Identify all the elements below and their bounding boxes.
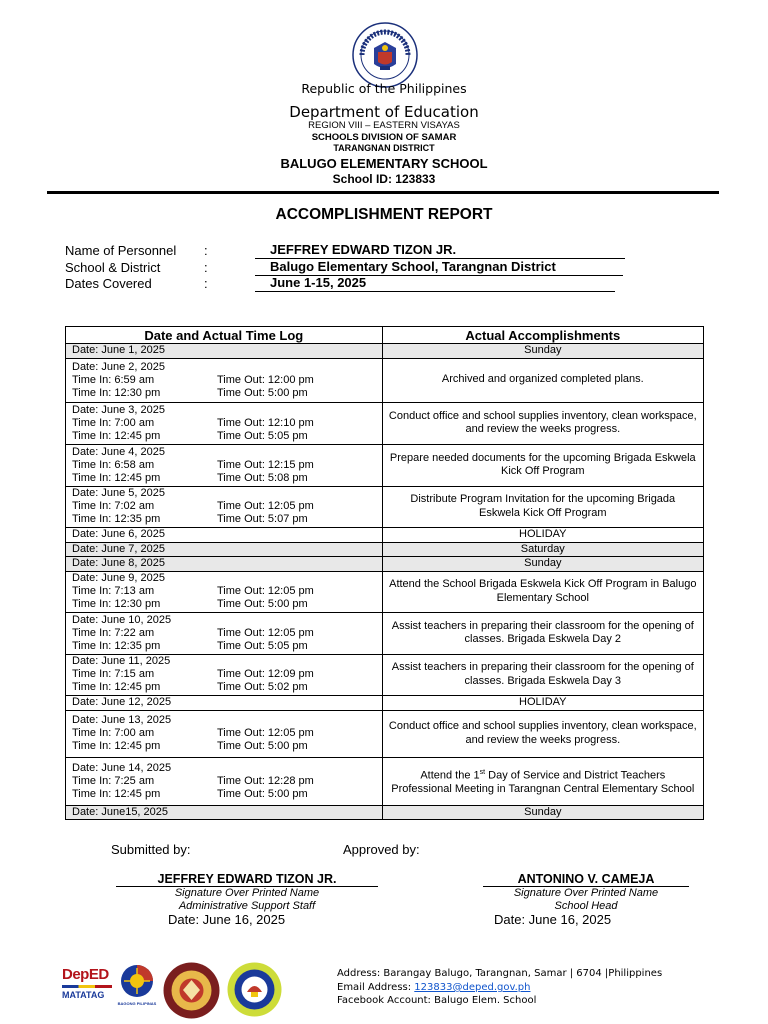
row-accomplishment: Conduct office and school supplies inventory, clean workspace, and review the weeks progress. xyxy=(382,402,703,444)
info-colon: : xyxy=(204,260,208,275)
row-accomplishment: Prepare needed documents for the upcoming Brigada Eskwela Kick Off Program xyxy=(382,444,703,486)
time-in-pm: Time In: 12:35 pm xyxy=(72,513,161,525)
column-header-accomplishments: Actual Accomplishments xyxy=(382,327,703,344)
time-in-pm: Time In: 12:45 pm xyxy=(72,787,161,800)
row-accomplishment: Assist teachers in preparing their classroom for the opening of classes. Brigada Eskwela Day 3 xyxy=(382,654,703,695)
table-row xyxy=(66,805,704,820)
table-row xyxy=(66,344,704,359)
time-out-am: Time Out: 12:00 pm xyxy=(217,373,314,386)
row-accomplishment: Distribute Program Invitation for the upcoming Brigada Eskwela Kick Off Program xyxy=(382,486,703,527)
time-out-pm: Time Out: 5:05 pm xyxy=(217,639,308,652)
submitted-caption: Signature Over Printed Name xyxy=(174,887,320,899)
row-accomplishment: Sunday xyxy=(382,557,703,572)
row-accomplishment: HOLIDAY xyxy=(382,695,703,710)
submitted-name: JEFFREY EDWARD TIZON JR. xyxy=(116,872,378,887)
submitted-date: Date: June 16, 2025 xyxy=(168,912,286,927)
row-date: Date: June 4, 2025 xyxy=(72,445,165,458)
deped-seal-icon xyxy=(352,22,418,88)
bagong-pilipinas-text: BAGONG PILIPINAS xyxy=(117,1001,157,1006)
time-in-pm: Time In: 12:45 pm xyxy=(72,740,161,752)
time-in-am: Time In: 7:13 am xyxy=(72,585,155,597)
accomplishment-prefix: Attend the 1 xyxy=(420,769,480,782)
table-row xyxy=(66,402,704,444)
table-row xyxy=(66,527,704,542)
email-link[interactable]: 123833@deped.gov.ph xyxy=(414,982,531,993)
time-out-am: Time Out: 12:09 pm xyxy=(217,668,314,680)
time-out-am: Time Out: 12:10 pm xyxy=(217,416,314,429)
footer-facebook: Facebook Account: Balugo Elem. School xyxy=(337,995,537,1006)
district-line: TARANGNAN DISTRICT xyxy=(333,143,435,153)
time-out-pm: Time Out: 5:07 pm xyxy=(217,513,308,525)
school-name: BALUGO ELEMENTARY SCHOOL xyxy=(280,156,488,171)
row-accomplishment: Saturday xyxy=(382,542,703,557)
row-date: Date: June 12, 2025 xyxy=(66,695,383,710)
submitted-position: Administrative Support Staff xyxy=(178,900,316,912)
time-in-pm: Time In: 12:30 pm xyxy=(72,598,161,610)
approved-name: ANTONINO V. CAMEJA xyxy=(483,872,689,887)
time-in-am: Time In: 7:15 am xyxy=(72,668,155,680)
division-seal-icon xyxy=(163,962,220,1019)
time-out-am: Time Out: 12:05 pm xyxy=(217,626,314,639)
accomplishment-rest: Day of Service and District Teachers Professional Meeting in Tarangnan Central Elementary School xyxy=(391,769,695,795)
row-date: Date: June 1, 2025 xyxy=(66,344,383,359)
row-time-log xyxy=(66,444,383,486)
bagong-pilipinas-logo-icon xyxy=(116,963,158,1001)
time-out-am: Time Out: 12:05 pm xyxy=(217,727,314,739)
table-row xyxy=(66,358,704,402)
table-row xyxy=(66,444,704,486)
time-in-pm: Time In: 12:45 pm xyxy=(72,429,161,442)
matatag-text: MATATAG xyxy=(62,990,105,1000)
school-seal-icon xyxy=(227,962,282,1017)
approved-caption: Signature Over Printed Name xyxy=(513,887,659,899)
time-in-am: Time In: 6:59 am xyxy=(72,373,155,386)
table-header-row xyxy=(66,327,704,344)
table-row xyxy=(66,757,704,805)
time-in-pm: Time In: 12:35 pm xyxy=(72,639,161,652)
time-out-pm: Time Out: 5:00 pm xyxy=(217,386,308,399)
time-in-am: Time In: 7:22 am xyxy=(72,626,155,639)
info-colon: : xyxy=(204,276,208,291)
row-date: Date: June15, 2025 xyxy=(66,805,383,820)
time-out-am: Time Out: 12:28 pm xyxy=(217,774,314,787)
approved-position: School Head xyxy=(554,900,618,912)
info-label-name: Name of Personnel xyxy=(65,243,177,258)
deped-logo-text: DepED xyxy=(62,966,109,983)
info-label-dates: Dates Covered xyxy=(65,276,152,291)
time-in-am: Time In: 7:00 am xyxy=(72,727,155,739)
report-title: ACCOMPLISHMENT REPORT xyxy=(275,206,493,223)
info-value-name: JEFFREY EDWARD TIZON JR. xyxy=(255,242,625,259)
row-date: Date: June 7, 2025 xyxy=(66,542,383,557)
time-out-pm: Time Out: 5:05 pm xyxy=(217,429,308,442)
table-row xyxy=(66,612,704,654)
deped-matatag-logo xyxy=(62,967,112,1009)
row-accomplishment: Assist teachers in preparing their classroom for the opening of classes. Brigada Eskwela Day 2 xyxy=(382,612,703,654)
row-accomplishment xyxy=(382,757,703,805)
info-value-school: Balugo Elementary School, Tarangnan District xyxy=(255,259,623,276)
time-out-am: Time Out: 12:05 pm xyxy=(217,500,314,512)
republic-line: Republic of the Philippines xyxy=(301,81,467,96)
row-date: Date: June 11, 2025 xyxy=(72,655,171,667)
row-time-log xyxy=(66,358,383,402)
row-accomplishment: HOLIDAY xyxy=(382,527,703,542)
row-date: Date: June 13, 2025 xyxy=(72,714,172,726)
column-header-date: Date and Actual Time Log xyxy=(66,327,383,344)
table-row xyxy=(66,486,704,527)
time-in-pm: Time In: 12:45 pm xyxy=(72,681,161,693)
approved-date: Date: June 16, 2025 xyxy=(494,912,612,927)
table-row xyxy=(66,571,704,612)
row-time-log xyxy=(66,654,383,695)
row-time-log xyxy=(66,710,383,757)
time-in-am: Time In: 7:25 am xyxy=(72,774,155,787)
row-accomplishment: Archived and organized completed plans. xyxy=(382,358,703,402)
table-row xyxy=(66,654,704,695)
row-accomplishment: Sunday xyxy=(382,805,703,820)
time-out-am: Time Out: 12:15 pm xyxy=(217,458,314,471)
time-in-am: Time In: 6:58 am xyxy=(72,458,155,471)
table-row xyxy=(66,557,704,572)
region-line: REGION VIII – EASTERN VISAYAS xyxy=(308,120,460,131)
row-time-log xyxy=(66,612,383,654)
time-out-pm: Time Out: 5:02 pm xyxy=(217,681,308,693)
row-date: Date: June 10, 2025 xyxy=(72,613,172,626)
row-date: Date: June 14, 2025 xyxy=(72,761,172,774)
department-name: Department of Education xyxy=(289,103,479,121)
table-row xyxy=(66,710,704,757)
time-out-pm: Time Out: 5:00 pm xyxy=(217,740,308,752)
header-divider xyxy=(47,191,719,194)
row-date: Date: June 9, 2025 xyxy=(72,572,165,584)
time-in-am: Time In: 7:00 am xyxy=(72,416,155,429)
row-time-log xyxy=(66,757,383,805)
time-out-pm: Time Out: 5:00 pm xyxy=(217,787,308,800)
row-time-log xyxy=(66,486,383,527)
time-out-pm: Time Out: 5:08 pm xyxy=(217,471,308,484)
division-line: SCHOOLS DIVISION OF SAMAR xyxy=(311,132,457,143)
footer-address: Address: Barangay Balugo, Tarangnan, Samar | 6704 |Philippines xyxy=(337,968,663,979)
info-colon: : xyxy=(204,243,208,258)
row-accomplishment: Conduct office and school supplies inventory, clean workspace, and review the weeks progress. xyxy=(382,710,703,757)
row-date: Date: June 8, 2025 xyxy=(66,557,383,572)
table-row xyxy=(66,695,704,710)
row-date: Date: June 3, 2025 xyxy=(72,403,165,416)
time-in-pm: Time In: 12:45 pm xyxy=(72,471,161,484)
row-accomplishment: Sunday xyxy=(382,344,703,359)
info-value-dates: June 1-15, 2025 xyxy=(255,275,615,292)
footer-email-line xyxy=(337,982,530,993)
time-out-am: Time Out: 12:05 pm xyxy=(217,585,314,597)
school-id: School ID: 123833 xyxy=(332,172,436,186)
row-date: Date: June 6, 2025 xyxy=(66,527,383,542)
row-accomplishment: Attend the School Brigada Eskwela Kick Off Program in Balugo Elementary School xyxy=(382,571,703,612)
email-label: Email Address: xyxy=(337,982,415,993)
submitted-by-label: Submitted by: xyxy=(111,842,191,857)
deped-stripe xyxy=(62,985,112,988)
info-label-school: School & District xyxy=(65,260,161,275)
table-row xyxy=(66,542,704,557)
time-out-pm: Time Out: 5:00 pm xyxy=(217,598,308,610)
row-time-log xyxy=(66,402,383,444)
row-date: Date: June 2, 2025 xyxy=(72,360,165,373)
row-date: Date: June 5, 2025 xyxy=(72,487,165,499)
row-time-log xyxy=(66,571,383,612)
approved-by-label: Approved by: xyxy=(343,842,420,857)
ordinal-suffix: st xyxy=(479,768,486,776)
time-log-table xyxy=(65,326,704,820)
time-in-am: Time In: 7:02 am xyxy=(72,500,155,512)
time-in-pm: Time In: 12:30 pm xyxy=(72,386,161,399)
